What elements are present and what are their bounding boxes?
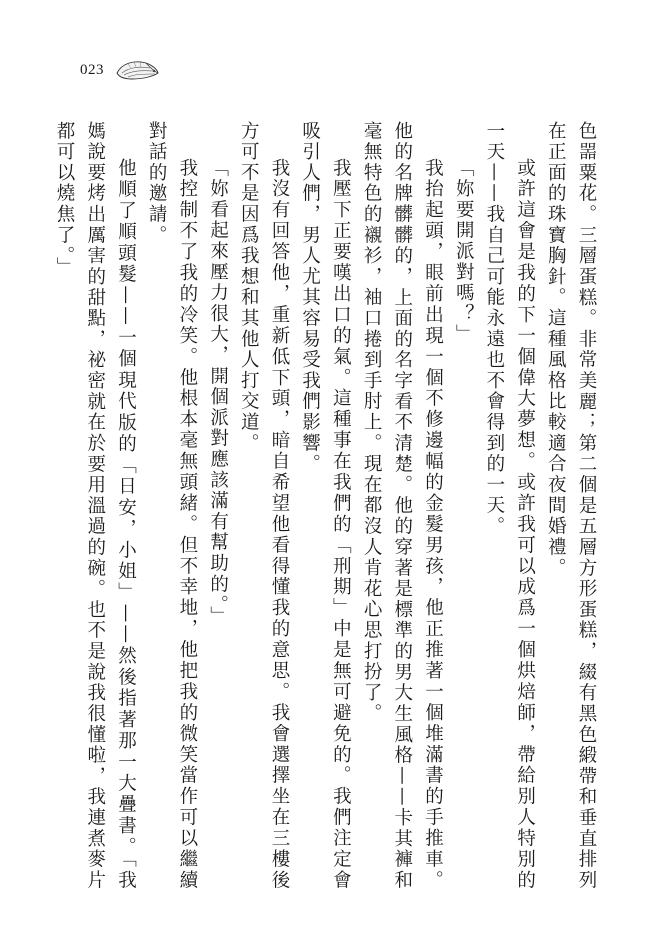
paragraph: 我抬起頭，眼前出現一個不修邊幅的金髮男孩，他正推著一個堆滿書的手推車。他的名牌髒髒的，上面的名字看不清楚。他的穿著是標準的男大生風格——卡其褲和毫無特色的襯衫，袖口捲到手肘上。現在都沒人肯花心思打扮了。 [361,121,444,891]
paragraph: 我控制不了我的冷笑。他根本毫無頭緒。但不幸地，他把我的微笑當作可以繼續對話的邀請。 [146,121,198,891]
paragraph: 色噐粟花。三層蛋糕。非常美麗；第二個是五層方形蛋糕，綴有黑色緞帶和垂直排列在正面的珠寶胸針。這種風格比較適合夜間婚禮。 [545,121,597,891]
page-header [80,50,160,90]
paragraph: 我沒有回答他，重新低下頭，暗自希望他看得懂我的意思。我會選擇坐在三樓後方可不是因爲我想和其他人打交道。 [238,121,290,891]
paragraph: 他順了順頭髮——一個現代版的「日安，小姐」——然後指著那一大疊書。「我媽說要烤出厲害的甜點，祕密就在於要用溫過的碗。也不是說我很懂啦，我連煮麥片都可以燒焦了。」 [54,121,137,891]
page-number: 023 [80,61,104,78]
paragraph: 「妳要開派對嗎？」 [453,158,475,346]
paragraph: 「妳看起來壓力很大，開個派對應該滿有幫助的。」 [207,158,229,628]
paragraph: 或許這會是我的下一個偉大夢想。或許我可以成爲一個烘焙師，帶給別人特別的一天——我自己可能永遠也不會得到的一天。 [483,121,536,891]
seashell-icon [114,57,160,83]
vertical-text-body [54,121,601,891]
paragraph: 我壓下正要嘆出口的氣。這種事在我們的「刑期」中是無可避免的。我們注定會吸引人們，男人尤其容易受我們影響。 [299,121,352,891]
